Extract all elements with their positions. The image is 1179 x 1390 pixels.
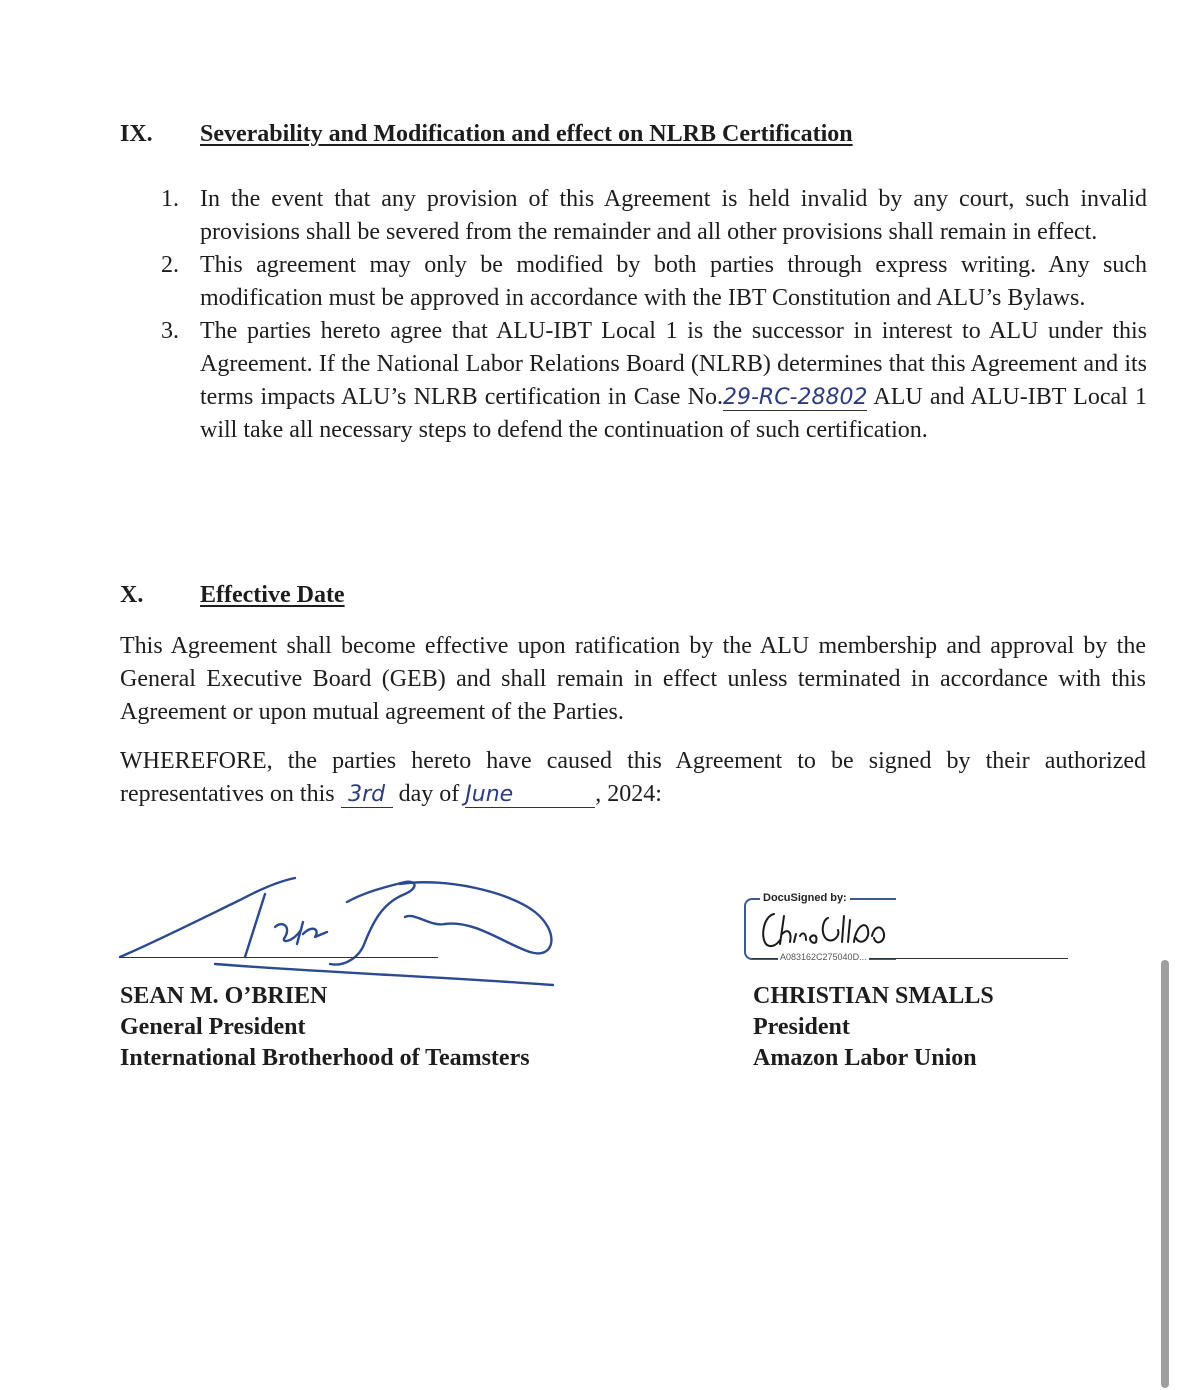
signatory-title: President <box>753 1014 850 1040</box>
list-item <box>155 249 1147 315</box>
item-text: The parties hereto agree that ALU-IBT Local 1 is the successor in interest to ALU under this Agreement. If the National Labor Relations Board (NLRB) determines that this Agreement and its terms impacts ALU’s NLRB certification in Case No. <box>200 318 1147 410</box>
obrien-signature-block <box>120 981 530 1074</box>
list-item <box>155 183 1147 249</box>
vertical-scrollbar[interactable] <box>1161 960 1169 1388</box>
case-number-handwritten: 29-RC-28802 <box>722 385 868 410</box>
signatory-org: International Brotherhood of Teamsters <box>120 1045 530 1071</box>
signatory-title: General President <box>120 1014 306 1040</box>
obrien-signature-line <box>120 957 438 958</box>
section-x-title: Effective Date <box>200 582 345 608</box>
section-ix-number: IX. <box>120 121 153 147</box>
smalls-signature <box>756 906 906 956</box>
section-ix-list <box>155 183 1147 447</box>
wherefore-paragraph <box>120 745 1146 811</box>
signatory-name: SEAN M. O’BRIEN <box>120 983 328 1009</box>
docusign-id: A083162C275040D... <box>780 952 867 962</box>
item-number: 3. <box>161 318 179 344</box>
item-text: ALU and ALU-IBT Local 1 will take all necessary steps to defend the continuation of such certification. <box>200 384 1147 443</box>
section-ix-title: Severability and Modification and effect on NLRB Certification <box>200 121 853 147</box>
item-number: 1. <box>161 186 179 212</box>
section-x-number: X. <box>120 582 144 608</box>
month-handwritten: June <box>465 783 595 808</box>
smalls-signature-block <box>753 981 994 1074</box>
signatory-org: Amazon Labor Union <box>753 1045 977 1071</box>
wherefore-text: day of <box>392 781 466 807</box>
docusign-label: DocuSigned by: <box>760 892 850 904</box>
obrien-signature <box>115 872 575 992</box>
signatory-name: CHRISTIAN SMALLS <box>753 983 994 1009</box>
item-number: 2. <box>161 252 179 278</box>
wherefore-text: , 2024: <box>595 781 662 807</box>
wherefore-text: WHEREFORE, the parties hereto have caused this Agreement to be signed by their authorized representatives on this <box>120 748 1146 807</box>
list-item <box>155 315 1147 447</box>
item-text: This agreement may only be modified by both parties through express writing. Any such modification must be approved in accordance with the IBT Constitution and ALU’s Bylaws. <box>200 252 1147 311</box>
item-text: In the event that any provision of this Agreement is held invalid by any court, such invalid provisions shall be severed from the remainder and all other provisions shall remain in effect. <box>200 186 1147 245</box>
day-handwritten: 3rd <box>341 783 393 808</box>
effective-date-paragraph: This Agreement shall become effective upon ratification by the ALU membership and approval by the General Executive Board (GEB) and shall remain in effect unless terminated in accordance with this Agreement or upon mutual agreement of the Parties. <box>120 633 1146 725</box>
